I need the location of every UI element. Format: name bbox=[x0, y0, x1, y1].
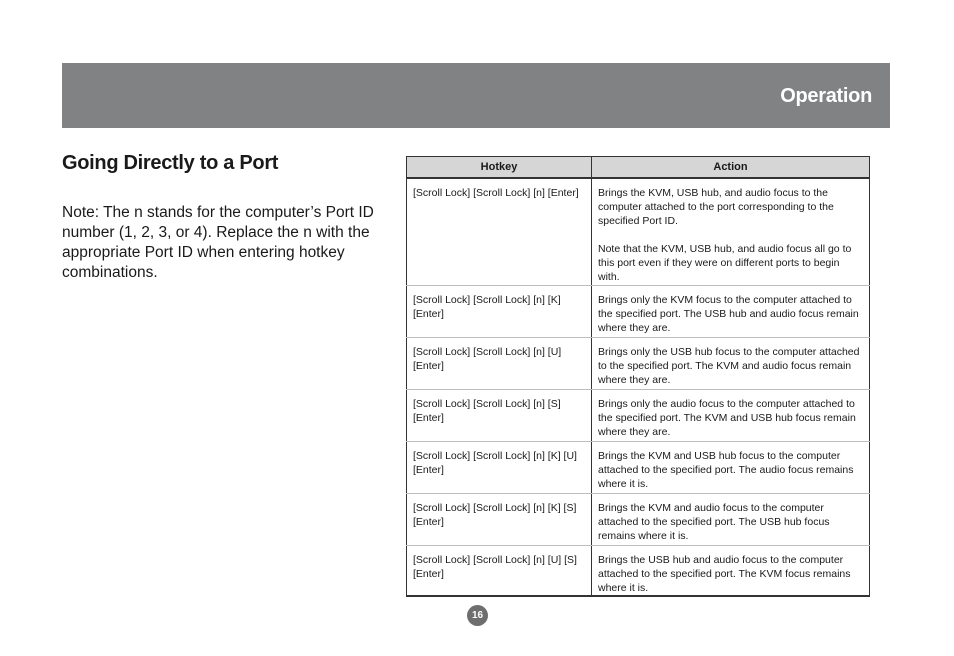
action-note: Note that the KVM, USB hub, and audio focus all go to this port even if they were on different ports to begin with. bbox=[598, 243, 852, 283]
table-row bbox=[407, 389, 870, 441]
hotkey-cell: [Scroll Lock] [Scroll Lock] [n] [U] [S] [Enter] bbox=[407, 545, 592, 596]
table-header-row bbox=[407, 157, 870, 179]
action-cell bbox=[592, 389, 870, 441]
hotkey-cell: [Scroll Lock] [Scroll Lock] [n] [U] [Enter] bbox=[407, 337, 592, 389]
hotkey-cell: [Scroll Lock] [Scroll Lock] [n] [S] [Enter] bbox=[407, 389, 592, 441]
hotkey-cell: [Scroll Lock] [Scroll Lock] [n] [Enter] bbox=[407, 178, 592, 285]
action-cell bbox=[592, 337, 870, 389]
section-heading: Going Directly to a Port bbox=[62, 152, 279, 174]
header-title: Operation bbox=[780, 85, 872, 107]
action-cell bbox=[592, 441, 870, 493]
hotkey-table bbox=[406, 156, 870, 597]
action-cell bbox=[592, 285, 870, 337]
table-row bbox=[407, 545, 870, 596]
hotkey-cell: [Scroll Lock] [Scroll Lock] [n] [K] [S] [Enter] bbox=[407, 493, 592, 545]
action-text: Brings the KVM and USB hub focus to the computer attached to the specified port. The audio focus remains where it is. bbox=[598, 449, 854, 490]
table-row bbox=[407, 337, 870, 389]
hotkey-cell: [Scroll Lock] [Scroll Lock] [n] [K] [U] [Enter] bbox=[407, 441, 592, 493]
table-row bbox=[407, 178, 870, 285]
hotkey-cell: [Scroll Lock] [Scroll Lock] [n] [K] [Enter] bbox=[407, 285, 592, 337]
column-header-hotkey: Hotkey bbox=[407, 157, 592, 179]
action-text: Brings only the KVM focus to the computer attached to the specified port. The USB hub and audio focus remain where they are. bbox=[598, 293, 859, 334]
action-cell bbox=[592, 545, 870, 596]
note-text: Note: The n stands for the computer’s Port ID number (1, 2, 3, or 4). Replace the n with the appropriate Port ID when entering hotkey combinations. bbox=[62, 204, 374, 281]
action-text: Brings only the audio focus to the computer attached to the specified port. The KVM and USB hub focus remain where they are. bbox=[598, 397, 856, 438]
header-bar bbox=[62, 63, 890, 128]
action-cell bbox=[592, 493, 870, 545]
table-row bbox=[407, 285, 870, 337]
action-text: Brings only the USB hub focus to the computer attached to the specified port. The KVM and audio focus remain where they are. bbox=[598, 345, 860, 386]
action-text: Brings the KVM and audio focus to the computer attached to the specified port. The USB hub focus remains where it is. bbox=[598, 501, 830, 542]
action-text: Brings the KVM, USB hub, and audio focus to the computer attached to the port corresponding to the specified Port ID. bbox=[598, 187, 834, 227]
column-header-action: Action bbox=[592, 157, 870, 179]
table-row bbox=[407, 441, 870, 493]
action-text: Brings the USB hub and audio focus to the computer attached to the specified port. The KVM focus remains where it is. bbox=[598, 553, 851, 594]
table-row bbox=[407, 493, 870, 545]
action-cell bbox=[592, 178, 870, 285]
page-number-badge: 16 bbox=[467, 605, 488, 626]
